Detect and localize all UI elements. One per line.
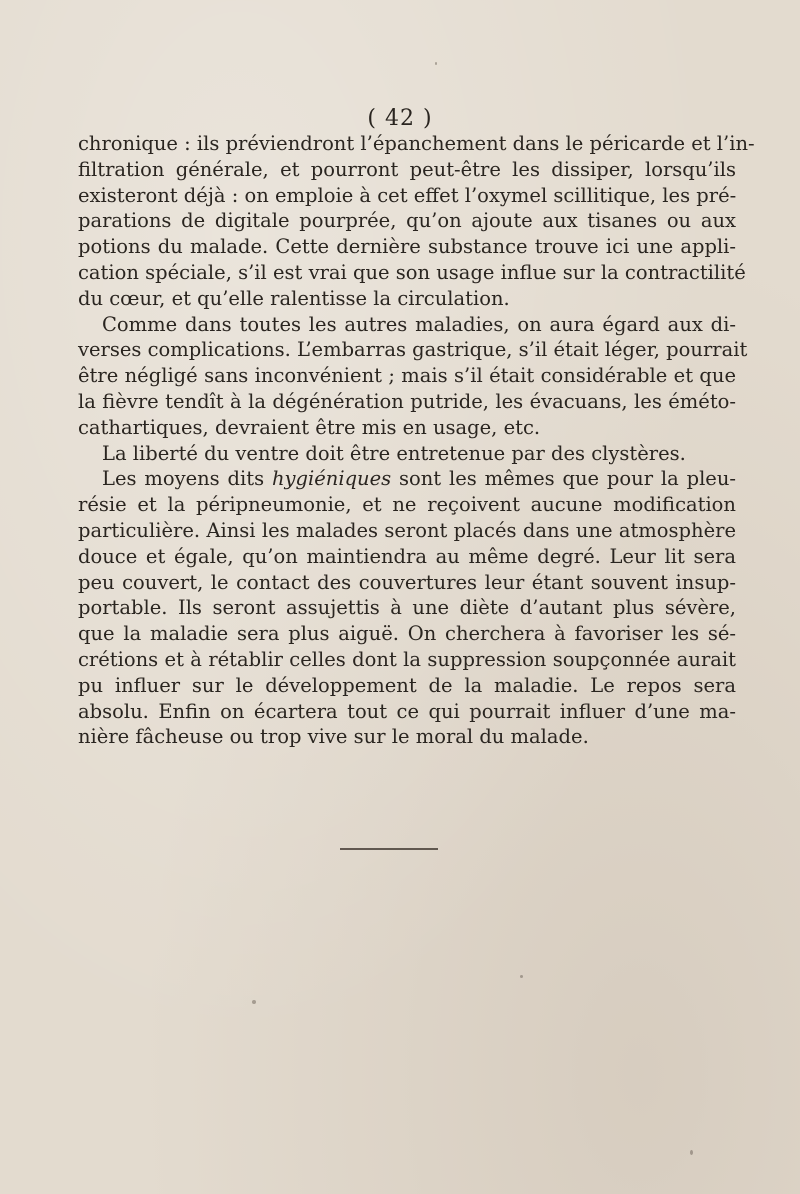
text-line: peu couvert, le contact des couvertures leur étant souvent insup- [78, 570, 736, 594]
paper-speck [520, 975, 523, 978]
paragraph-2 [78, 312, 748, 441]
text-line: Comme dans toutes les autres maladies, on aura égard aux di- [102, 312, 736, 336]
text-line: absolu. Enfin on écartera tout ce qui pourrait influer d’une ma- [78, 699, 736, 723]
paper-speck [435, 62, 437, 65]
body-text [78, 131, 755, 750]
page-number: ( 42 ) [367, 106, 433, 131]
text-line: cathartiques, devraient être mis en usage, etc. [78, 415, 541, 439]
text-line: du cœur, et qu’elle ralentisse la circulation. [78, 286, 510, 310]
paper-speck [252, 1000, 256, 1004]
text-segment: sont les mêmes que pour la pleu- [391, 467, 736, 491]
text-line: être négligé sans inconvénient ; mais s’il était considérable et que [78, 364, 736, 388]
text-line: potions du malade. Cette dernière substance trouve ici une appli- [78, 235, 736, 259]
paragraph-4 [78, 466, 736, 750]
text-line: que la maladie sera plus aiguë. On cherchera à favoriser les sé- [78, 622, 736, 646]
text-line: pu influer sur le développement de la maladie. Le repos sera [78, 673, 736, 697]
paragraph-3 [78, 441, 736, 467]
text-line: la fièvre tendît à la dégénération putride, les évacuans, les éméto- [78, 389, 736, 413]
paragraph-1 [78, 131, 755, 312]
text-line: résie et la péripneumonie, et ne reçoivent aucune modification [78, 493, 736, 517]
text-line: cation spéciale, s’il est vrai que son usage influe sur la contractilité [78, 260, 746, 284]
text-line: crétions et à rétablir celles dont la suppression soupçonnée aurait [78, 647, 736, 671]
text-line: particulière. Ainsi les malades seront placés dans une atmosphère [78, 518, 736, 542]
text-line: verses complications. L’embarras gastrique, s’il était léger, pourrait [78, 338, 748, 362]
section-divider [340, 848, 438, 850]
text-line: nière fâcheuse ou trop vive sur le moral du malade. [78, 725, 589, 749]
text-line: filtration générale, et pourront peut-être les dissiper, lorsqu’ils [78, 157, 736, 181]
italic-term: hygiéniques [271, 467, 392, 491]
text-line: parations de digitale pourprée, qu’on ajoute aux tisanes ou aux [78, 209, 736, 233]
paper-speck [690, 1150, 693, 1155]
text-line: chronique : ils préviendront l’épanchement dans le péricarde et l’in- [78, 132, 755, 155]
text-line: La liberté du ventre doit être entretenue par des clystères. [102, 441, 686, 465]
text-line: portable. Ils seront assujettis à une diète d’autant plus sévère, [78, 596, 736, 620]
text-line: douce et égale, qu’on maintiendra au même degré. Leur lit sera [78, 544, 736, 568]
text-line: existeront déjà : on emploie à cet effet l’oxymel scillitique, les pré- [78, 183, 737, 207]
text-segment: Les moyens dits [102, 467, 272, 491]
text-line [78, 466, 736, 492]
